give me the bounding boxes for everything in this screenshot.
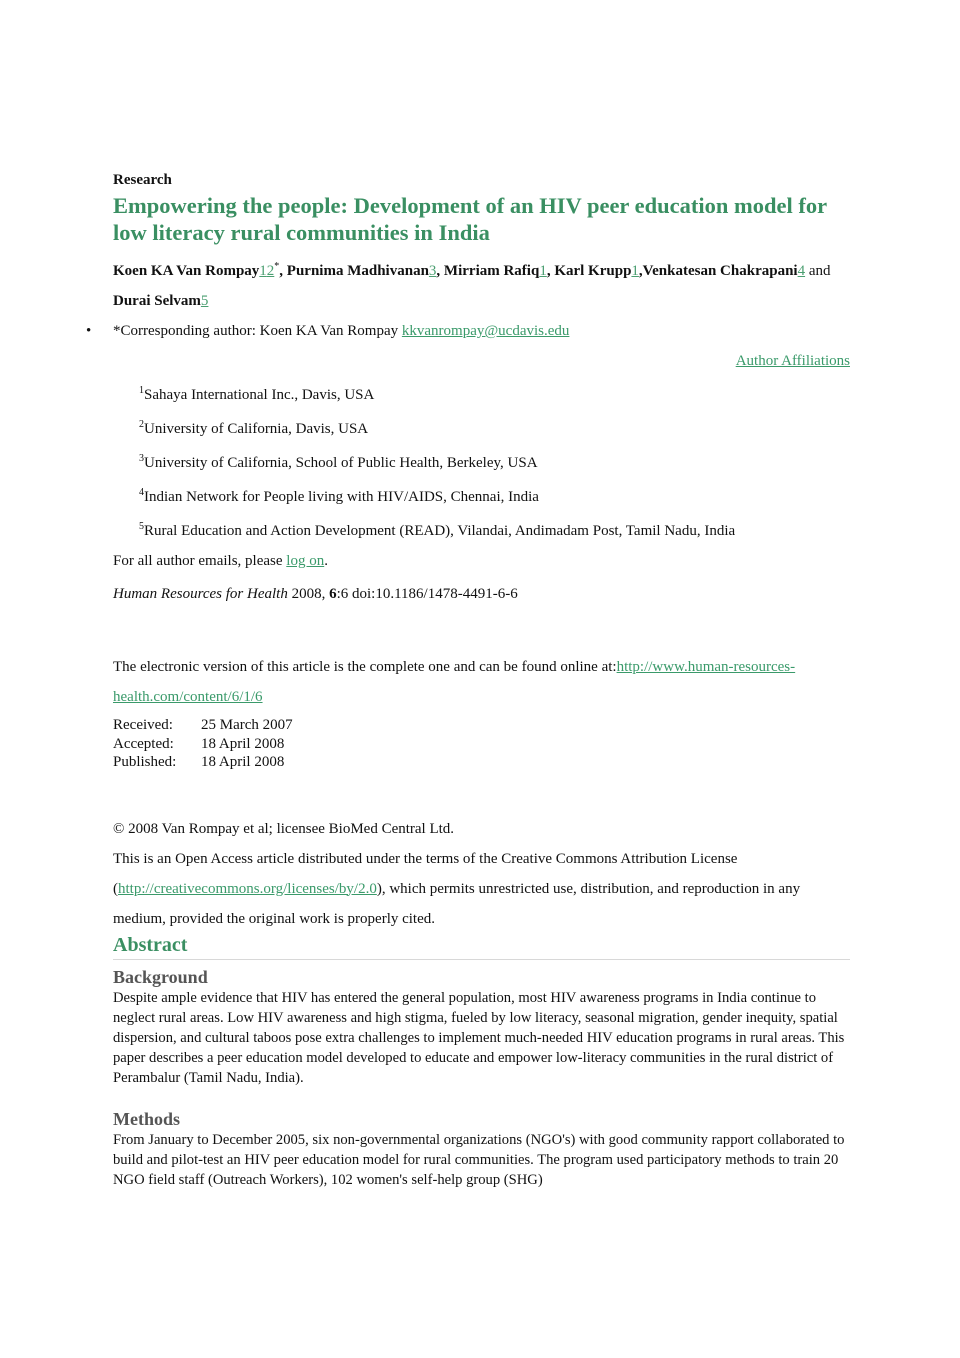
online-version-note bbox=[113, 652, 850, 712]
date-label: Accepted: bbox=[113, 735, 174, 752]
article-title: Empowering the people: Development of an HIV peer education model for low literacy rural communities in India bbox=[113, 193, 827, 245]
journal-citation bbox=[113, 584, 850, 604]
affiliation-number: 3 bbox=[139, 453, 144, 464]
methods-text: From January to December 2005, six non-governmental organizations (NGO's) with good community rapport collaborated to build and pilot-test an HIV peer education model for rural communities. The program used participatory methods to train 20 NGO field staff (Outreach Workers), 102 women's self-help group (SHG) bbox=[113, 1131, 845, 1188]
methods-heading: Methods bbox=[113, 1108, 180, 1129]
corresponding-email-link[interactable]: kkvanrompay@ucdavis.edu bbox=[401, 323, 570, 339]
spacer bbox=[113, 1088, 850, 1108]
author-name: Durai Selvam bbox=[113, 293, 201, 309]
journal-volume: 6 bbox=[329, 586, 337, 602]
author-list bbox=[113, 252, 850, 316]
affiliation-item bbox=[139, 444, 850, 478]
date-label: Received: bbox=[113, 717, 173, 733]
corresponding-author bbox=[86, 316, 850, 346]
author-separator: , bbox=[638, 263, 643, 279]
journal-year: 2008, bbox=[287, 586, 330, 602]
background-text: Despite ample evidence that HIV has entered the general population, most HIV awareness programs in India continue to neglect rural areas. Low HIV awareness and high stigma, fueled by low literacy, seasonal migration, gender inequity, spatial dispersion, and cultural taboos pose extra challenges to implement much-needed HIV education programs in rural areas. This paper describes a peer education model developed to educate and empower low-literacy communities in the rural district of Perambalur (Tamil Nadu, India). bbox=[113, 989, 845, 1086]
author-name: Purnima Madhivanan bbox=[286, 263, 429, 279]
bullet-icon: • bbox=[86, 323, 92, 339]
affiliation-link[interactable]: 1 bbox=[631, 263, 639, 279]
date-row bbox=[113, 735, 293, 754]
affiliation-link[interactable]: 5 bbox=[200, 293, 209, 309]
journal-doi: :6 doi:10.1186/1478-4491-6-6 bbox=[336, 586, 518, 602]
license-suffix: ), which permits unrestricted use, distribution, and reproduction in any medium, provided the original work is properly cited. bbox=[113, 880, 801, 927]
article-url-link[interactable]: http://www.human-resources-health.com/content/6/1/6 bbox=[113, 659, 796, 705]
author-emails-text: For all author emails, please bbox=[113, 553, 287, 569]
affiliation-link[interactable]: 4 bbox=[797, 263, 806, 279]
corresponding-marker: * bbox=[274, 261, 280, 272]
affiliation-text: University of California, Davis, USA bbox=[144, 421, 369, 437]
author-affiliations-row bbox=[113, 346, 850, 376]
article-page bbox=[86, 170, 850, 1190]
affiliation-link[interactable]: 2 bbox=[266, 263, 275, 279]
affiliation-text: Sahaya International Inc., Davis, USA bbox=[144, 387, 375, 403]
section-divider bbox=[113, 959, 850, 960]
date-value: 25 March 2007 bbox=[201, 717, 293, 733]
affiliation-item bbox=[139, 376, 850, 410]
license-notice bbox=[113, 844, 850, 934]
publication-dates bbox=[113, 716, 293, 772]
affiliation-item bbox=[139, 410, 850, 444]
affiliation-number: 5 bbox=[139, 521, 144, 532]
background-heading: Background bbox=[113, 966, 208, 987]
affiliation-number: 1 bbox=[139, 385, 144, 396]
affiliation-link[interactable]: 3 bbox=[428, 263, 437, 279]
affiliation-number: 4 bbox=[139, 487, 144, 498]
author-separator: and bbox=[805, 263, 831, 279]
article-type-label: Research bbox=[113, 172, 172, 188]
date-value: 18 April 2008 bbox=[201, 735, 285, 752]
affiliation-link[interactable]: 1 bbox=[259, 263, 267, 279]
date-label: Published: bbox=[113, 754, 177, 770]
corresponding-author-text: *Corresponding author: Koen KA Van Rompay bbox=[113, 323, 402, 339]
affiliation-item bbox=[139, 478, 850, 512]
author-name: Koen KA Van Rompay bbox=[113, 263, 260, 279]
spacer bbox=[113, 604, 850, 652]
license-text: This is an Open Access article distributed under the terms of the Creative Commons Attribution License ( bbox=[113, 850, 738, 897]
copyright-notice: © 2008 Van Rompay et al; licensee BioMed Central Ltd. bbox=[113, 820, 455, 837]
date-row bbox=[113, 753, 293, 772]
affiliation-item bbox=[139, 512, 850, 546]
date-value: 18 April 2008 bbox=[201, 754, 285, 770]
author-name: Karl Krupp bbox=[554, 263, 632, 279]
log-on-link[interactable]: log on bbox=[286, 553, 325, 569]
affiliation-text: Rural Education and Action Development (READ), Vilandai, Andimadam Post, Tamil Nadu, India bbox=[144, 523, 736, 539]
affiliation-list bbox=[139, 376, 850, 546]
author-emails-note bbox=[113, 546, 850, 576]
abstract-heading: Abstract bbox=[113, 933, 188, 956]
author-name: Venkatesan Chakrapani bbox=[642, 263, 798, 279]
date-row bbox=[113, 716, 293, 735]
author-emails-suffix: . bbox=[324, 553, 328, 569]
online-version-text: The electronic version of this article is the complete one and can be found online at: bbox=[113, 659, 617, 675]
author-affiliations-link[interactable]: Author Affiliations bbox=[735, 353, 850, 369]
journal-name: Human Resources for Health bbox=[113, 586, 288, 602]
license-url-link[interactable]: http://creativecommons.org/licenses/by/2.0 bbox=[118, 880, 377, 897]
author-separator: , bbox=[436, 263, 444, 279]
author-name: Mirriam Rafiq bbox=[443, 263, 540, 279]
author-separator: , bbox=[279, 263, 287, 279]
affiliation-number: 2 bbox=[139, 419, 144, 430]
spacer bbox=[113, 772, 850, 814]
affiliation-link[interactable]: 1 bbox=[539, 263, 547, 279]
affiliation-text: University of California, School of Public Health, Berkeley, USA bbox=[144, 455, 538, 471]
author-separator: , bbox=[546, 263, 555, 279]
affiliation-text: Indian Network for People living with HIV/AIDS, Chennai, India bbox=[144, 489, 539, 505]
